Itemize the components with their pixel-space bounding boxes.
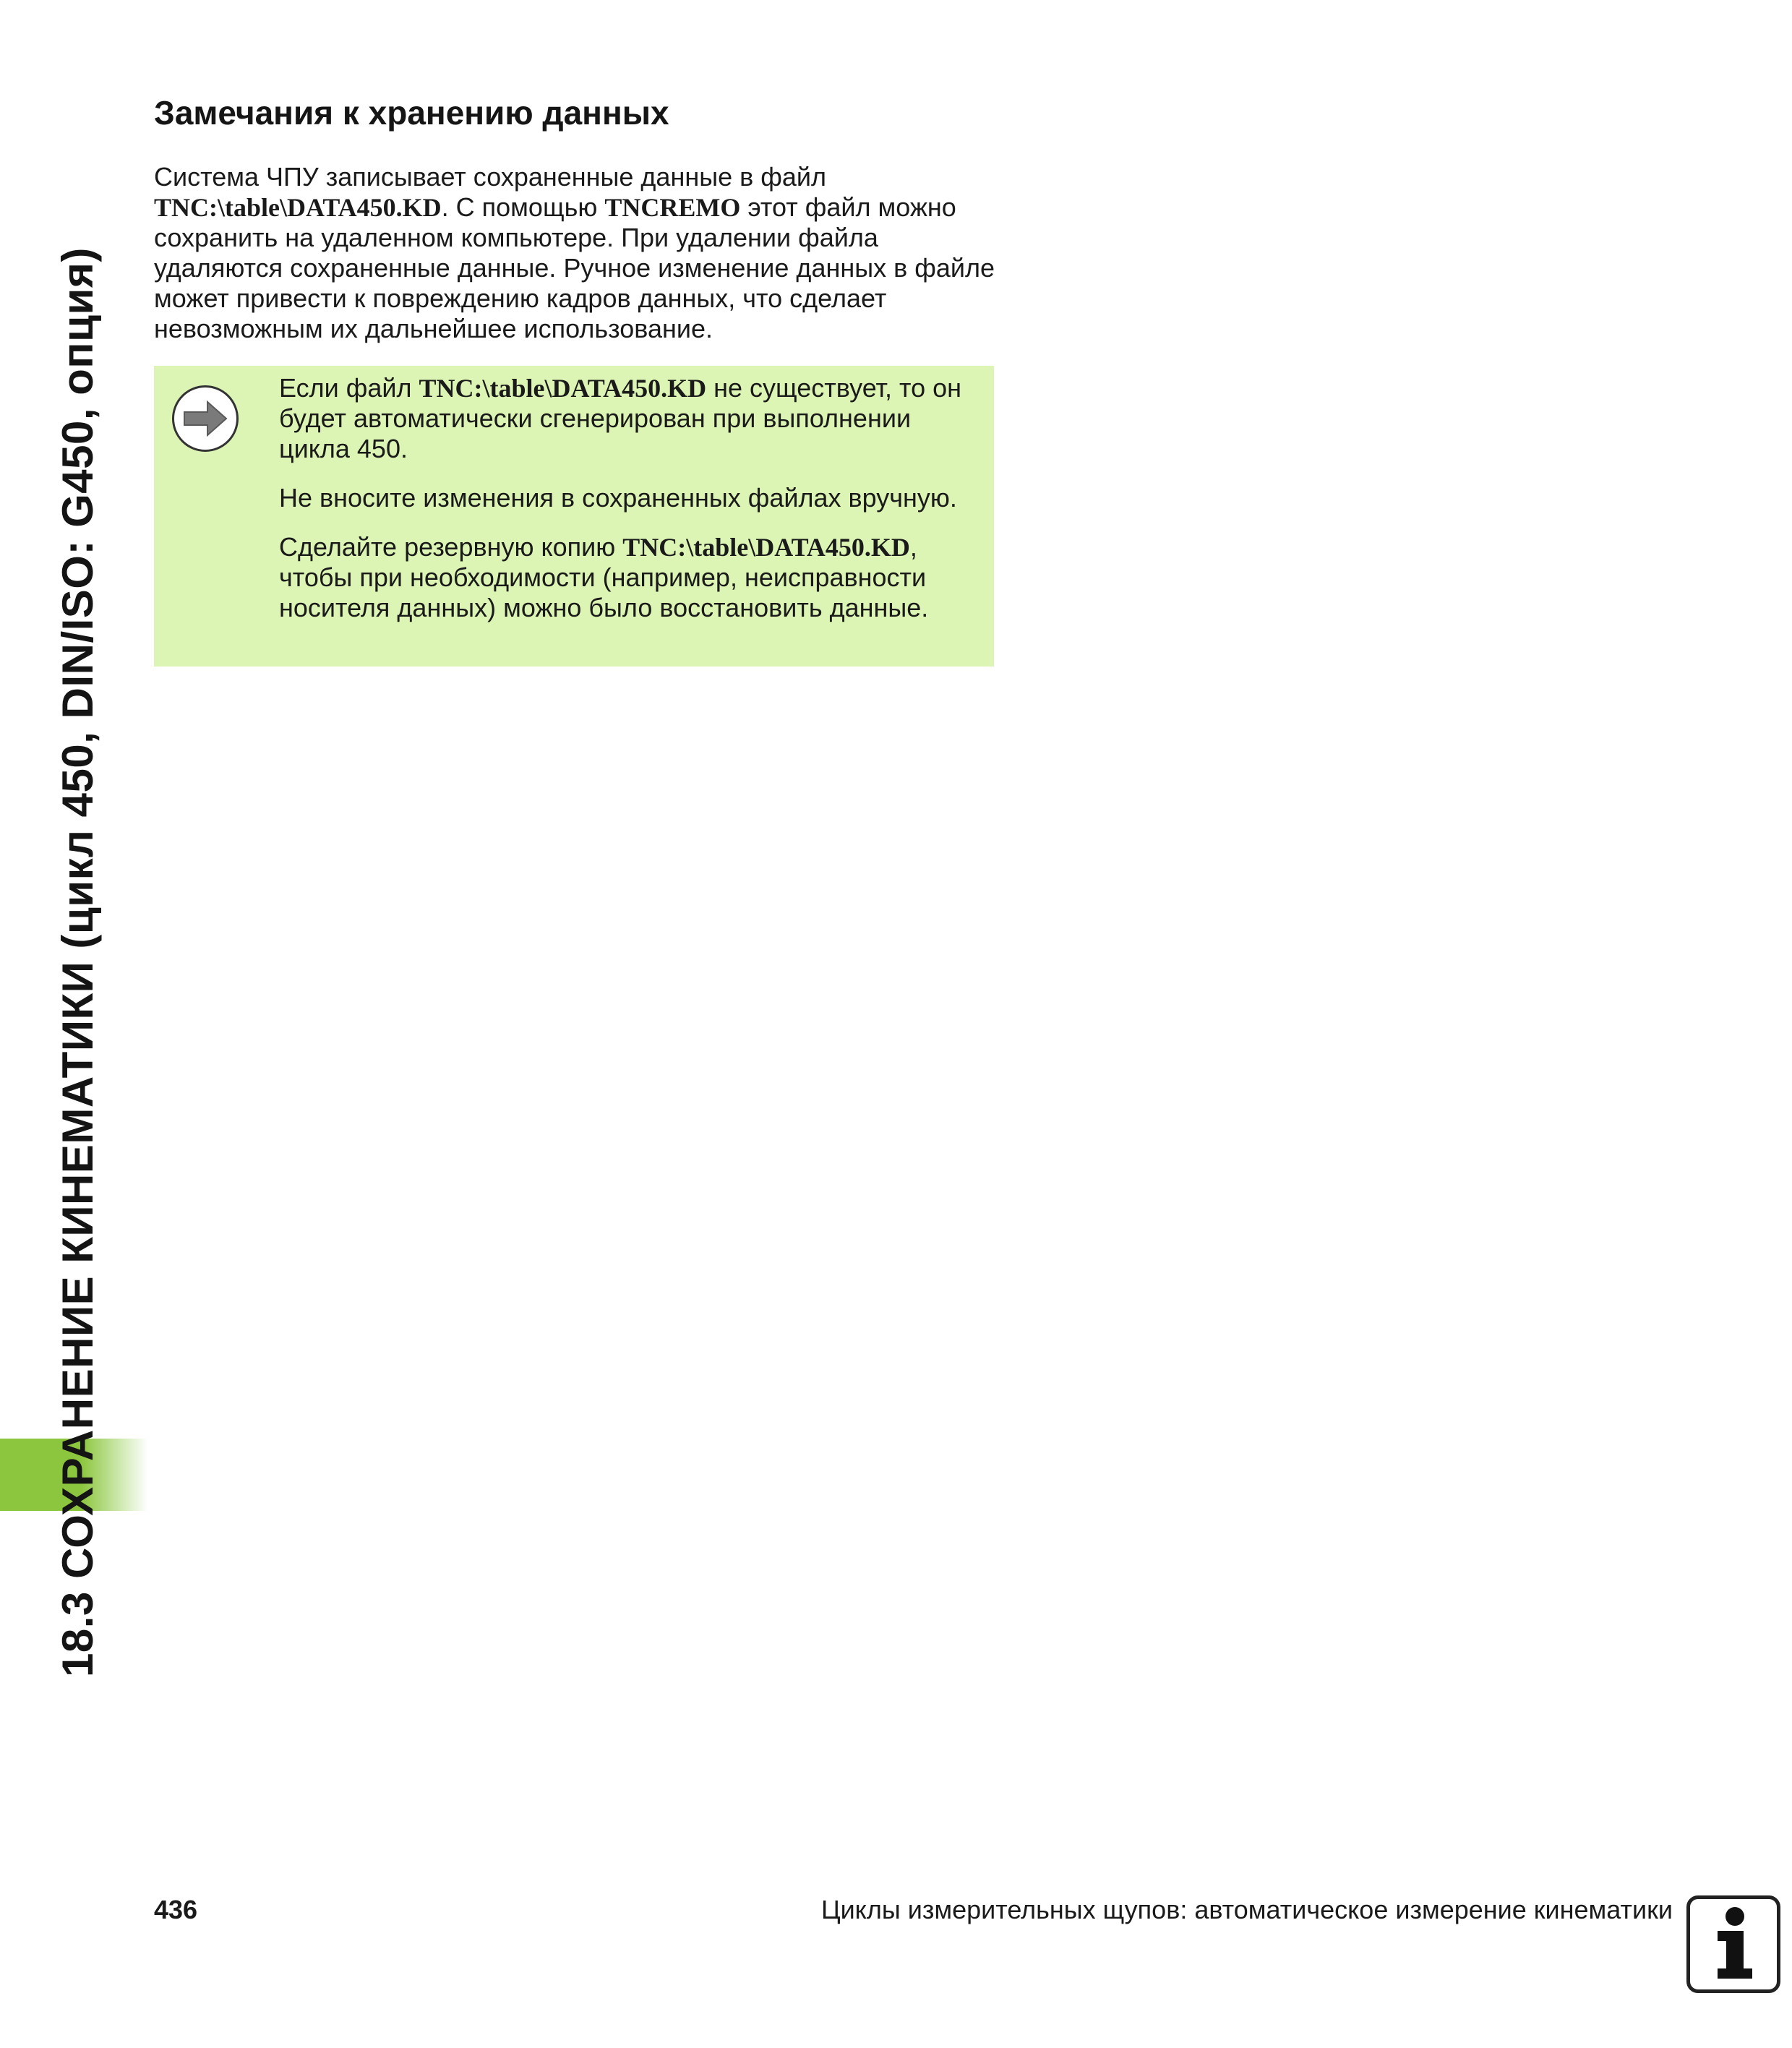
side-title-container	[49, 98, 107, 1677]
paragraph-text-1: Система ЧПУ записывает сохраненные данные в файл	[154, 162, 826, 192]
paragraph-text-2: . С помощью	[441, 192, 605, 222]
footer-chapter-title: Циклы измерительных щупов: автоматическое измерение кинематики	[820, 1895, 1673, 1924]
note-text	[279, 373, 980, 642]
note-p3-text-2: , чтобы при необходимости (например, неисправности носителя данных) можно было восстановить данные.	[279, 532, 929, 622]
note-paragraph-1	[279, 373, 980, 464]
side-chapter-title: 18.3 СОХРАНЕНИЕ КИНЕМАТИКИ (цикл 450, DIN/ISO: G450, опция)	[53, 247, 102, 1677]
software-name-text: TNCREMO	[604, 193, 741, 222]
paragraph-text-3: этот файл можно сохранить на удаленном компьютере. При удалении файла удаляются сохраненные данные. Ручное изменение данных в файле может привести к повреждению кадров данных, что сделает невозможным их дальнейшее использование.	[154, 192, 995, 343]
note-p1-file-path: TNC:\table\DATA450.KD	[419, 374, 707, 403]
note-p1-text-2: не существует, то он будет автоматически сгенерирован при выполнении цикла 450.	[279, 373, 962, 463]
info-icon	[1686, 1895, 1780, 1993]
page-number: 436	[154, 1895, 198, 1924]
note-paragraph-3	[279, 532, 980, 623]
body-paragraph	[154, 162, 1000, 344]
note-p3-text-1: Сделайте резервную копию	[279, 532, 623, 562]
note-paragraph-2: Не вносите изменения в сохраненных файлах вручную.	[279, 483, 957, 513]
arrow-right-icon	[172, 385, 239, 452]
note-p1-text-1: Если файл	[279, 373, 419, 403]
note-box	[154, 366, 994, 667]
file-path-text: TNC:\table\DATA450.KD	[154, 193, 442, 222]
section-heading: Замечания к хранению данных	[154, 94, 669, 132]
note-p3-file-path: TNC:\table\DATA450.KD	[622, 533, 910, 562]
